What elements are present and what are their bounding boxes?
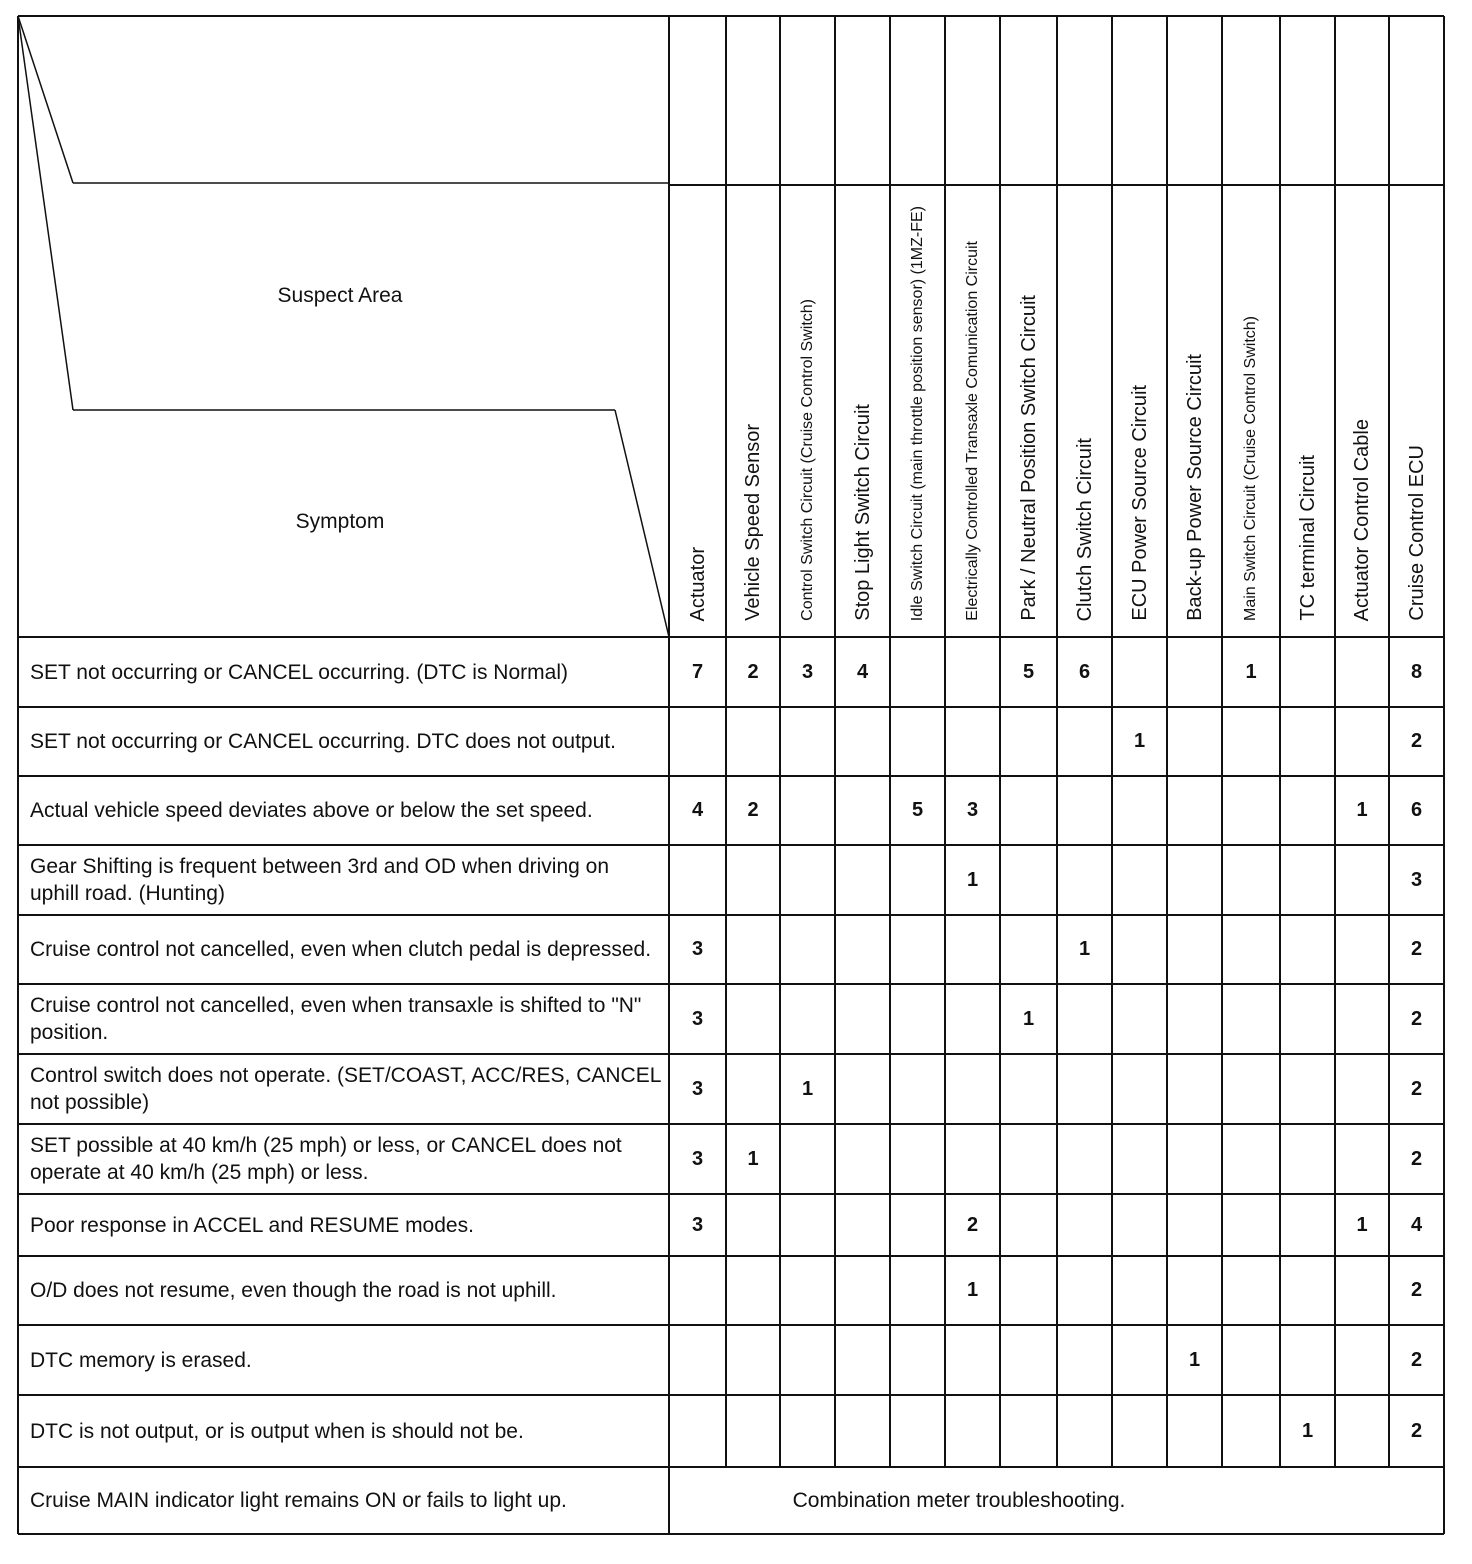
- column-header-label: Clutch Switch Circuit: [1073, 437, 1096, 621]
- priority-cell: [1167, 1256, 1222, 1325]
- priority-cell: 2: [1410, 1077, 1423, 1100]
- priority-cell: 2: [747, 660, 759, 683]
- symptom-cell: Gear Shifting is frequent between 3rd and OD when driving on uphill road. (Hunting): [30, 855, 610, 905]
- priority-cell: [1280, 707, 1335, 776]
- priority-cell: [1280, 845, 1335, 915]
- priority-cell: [1335, 707, 1389, 776]
- column-header: [1335, 185, 1389, 635]
- column-header-label: Control Switch Circuit (Cruise Control Switch): [798, 299, 816, 621]
- priority-cell: 2: [966, 1213, 979, 1236]
- priority-cell: [890, 1256, 945, 1325]
- priority-cell: [1335, 1256, 1389, 1325]
- column-header: [1222, 185, 1280, 635]
- column-header: [1000, 185, 1057, 635]
- priority-cell: [1222, 915, 1280, 984]
- priority-cell: [726, 1325, 780, 1395]
- grid-line: [615, 410, 669, 637]
- priority-cell: 1: [1078, 938, 1091, 960]
- priority-cell: 7: [691, 660, 704, 683]
- column-header-label: Park / Neutral Position Switch Circuit: [1017, 295, 1040, 621]
- column-header: [1389, 185, 1444, 635]
- column-header: [1112, 185, 1167, 635]
- priority-cell: [726, 915, 780, 984]
- priority-cell: [1335, 1325, 1389, 1395]
- symptom-cell: SET not occurring or CANCEL occurring. DTC does not output.: [30, 730, 616, 753]
- column-header-label: Stop Light Switch Circuit: [851, 404, 874, 621]
- priority-cell: [890, 915, 945, 984]
- column-header-label: Main Switch Circuit (Cruise Control Switch): [1242, 316, 1259, 621]
- priority-cell: [1167, 1054, 1222, 1124]
- priority-cell: 5: [911, 799, 924, 821]
- column-header-label: Electrically Controlled Transaxle Comunication Circuit: [963, 241, 981, 621]
- priority-cell: [1335, 915, 1389, 984]
- column-header: [1280, 185, 1335, 635]
- priority-cell: [890, 1395, 945, 1467]
- symptom-cell: Control switch does not operate. (SET/COAST, ACC/RES, CANCEL not possible): [30, 1064, 661, 1114]
- priority-cell: [1112, 1256, 1167, 1325]
- priority-cell: [780, 1325, 835, 1395]
- priority-cell: 5: [1022, 660, 1035, 683]
- priority-cell: [1000, 776, 1057, 845]
- priority-cell: [1280, 915, 1335, 984]
- column-header: [835, 185, 890, 635]
- priority-cell: 2: [1410, 1348, 1423, 1371]
- priority-cell: [1167, 984, 1222, 1054]
- priority-cell: 3: [966, 799, 979, 821]
- priority-cell: 1: [1356, 1213, 1368, 1236]
- priority-cell: [780, 1194, 835, 1256]
- priority-cell: [945, 984, 1000, 1054]
- priority-cell: [1112, 984, 1167, 1054]
- priority-cell: [1000, 915, 1057, 984]
- priority-cell: [1000, 1054, 1057, 1124]
- column-header-label: Vehicle Speed Sensor: [742, 424, 764, 621]
- column-header-label: Cruise Control ECU: [1405, 445, 1428, 621]
- priority-cell: [780, 915, 835, 984]
- priority-cell: 2: [747, 799, 759, 821]
- priority-cell: [780, 1124, 835, 1194]
- priority-cell: [1057, 984, 1112, 1054]
- priority-cell: 1: [1301, 1419, 1314, 1442]
- priority-cell: 2: [1410, 1147, 1423, 1170]
- priority-cell: [1167, 707, 1222, 776]
- priority-cell: [1057, 1395, 1112, 1467]
- priority-cell: 2: [1410, 938, 1423, 960]
- priority-cell: [726, 1194, 780, 1256]
- priority-cell: 1: [1356, 799, 1368, 821]
- priority-cell: [835, 915, 890, 984]
- priority-cell: [945, 1124, 1000, 1194]
- priority-cell: [835, 845, 890, 915]
- priority-cell: [1057, 1194, 1112, 1256]
- priority-cell: [890, 1325, 945, 1395]
- column-header: [1167, 185, 1222, 635]
- priority-cell: [1112, 845, 1167, 915]
- priority-cell: [1167, 845, 1222, 915]
- priority-cell: [835, 1124, 890, 1194]
- priority-cell: [1222, 845, 1280, 915]
- priority-cell: [1000, 1325, 1057, 1395]
- priority-cell: [890, 1194, 945, 1256]
- priority-cell: [1222, 984, 1280, 1054]
- priority-cell: [945, 1054, 1000, 1124]
- priority-cell: [1112, 776, 1167, 845]
- priority-cell: [780, 707, 835, 776]
- priority-cell: [1222, 1256, 1280, 1325]
- priority-cell: [1335, 1124, 1389, 1194]
- priority-cell: [835, 776, 890, 845]
- priority-cell: [1057, 776, 1112, 845]
- column-header-label: Idle Switch Circuit (main throttle position sensor) (1MZ-FE): [908, 205, 926, 621]
- priority-cell: [669, 707, 726, 776]
- priority-cell: [726, 1256, 780, 1325]
- priority-cell: [835, 1194, 890, 1256]
- priority-cell: 4: [856, 660, 869, 683]
- priority-cell: [1057, 1325, 1112, 1395]
- priority-cell: 1: [966, 868, 979, 891]
- column-header-label: Actuator Control Cable: [1351, 418, 1373, 621]
- priority-cell: 1: [1133, 730, 1146, 752]
- priority-cell: [669, 845, 726, 915]
- priority-cell: [1280, 1256, 1335, 1325]
- symptom-cell: DTC memory is erased.: [30, 1348, 252, 1372]
- priority-cell: [1222, 707, 1280, 776]
- priority-cell: 3: [691, 938, 704, 960]
- priority-cell: 3: [691, 1213, 704, 1236]
- priority-cell: [726, 984, 780, 1054]
- priority-cell: [1112, 1325, 1167, 1395]
- column-header-label: ECU Power Source Circuit: [1128, 385, 1151, 621]
- priority-cell: [1000, 845, 1057, 915]
- suspect-area-label: Suspect Area: [277, 284, 403, 307]
- symptom-cell: SET possible at 40 km/h (25 mph) or less, or CANCEL does not operate at 40 km/h (25 mph) or less.: [30, 1134, 622, 1184]
- priority-cell: [835, 707, 890, 776]
- priority-cell: [780, 845, 835, 915]
- priority-cell: [1280, 637, 1335, 707]
- grid-line: [18, 16, 73, 410]
- priority-cell: [726, 1395, 780, 1467]
- priority-cell: [1057, 1124, 1112, 1194]
- priority-cell: 3: [1410, 868, 1423, 891]
- priority-cell: [835, 1054, 890, 1124]
- column-header-label: TC terminal Circuit: [1296, 455, 1319, 621]
- priority-cell: 6: [1078, 660, 1091, 683]
- priority-cell: [1000, 1124, 1057, 1194]
- symptom-cell: Poor response in ACCEL and RESUME modes.: [30, 1213, 474, 1237]
- priority-cell: [1112, 1194, 1167, 1256]
- column-header: [726, 185, 780, 635]
- priority-cell: [1112, 1395, 1167, 1467]
- priority-cell: 3: [691, 1077, 704, 1100]
- symptom-cell: O/D does not resume, even though the road is not uphill.: [30, 1279, 557, 1302]
- priority-cell: [945, 1325, 1000, 1395]
- priority-cell: [780, 984, 835, 1054]
- priority-cell: 2: [1410, 1007, 1423, 1030]
- priority-cell: [1280, 984, 1335, 1054]
- priority-cell: [1057, 845, 1112, 915]
- symptom-cell-last: Cruise MAIN indicator light remains ON or fails to light up.: [30, 1489, 567, 1512]
- priority-cell: [669, 1395, 726, 1467]
- priority-cell: [1000, 1256, 1057, 1325]
- priority-cell: [890, 1124, 945, 1194]
- column-header: [780, 185, 835, 635]
- priority-cell: [1335, 845, 1389, 915]
- symptom-cell: DTC is not output, or is output when is should not be.: [30, 1419, 524, 1443]
- priority-cell: [1222, 1194, 1280, 1256]
- priority-cell: [1222, 1325, 1280, 1395]
- priority-cell: [1335, 637, 1389, 707]
- priority-cell: 2: [1410, 1419, 1423, 1442]
- priority-cell: [1167, 637, 1222, 707]
- priority-cell: [780, 776, 835, 845]
- symptom-cell: Actual vehicle speed deviates above or below the set speed.: [30, 799, 593, 822]
- priority-cell: [1280, 1124, 1335, 1194]
- priority-cell: [890, 1054, 945, 1124]
- column-header: [945, 185, 1000, 635]
- priority-cell: 3: [691, 1147, 704, 1170]
- priority-cell: [1112, 915, 1167, 984]
- priority-cell: [1280, 1325, 1335, 1395]
- priority-cell: 1: [966, 1279, 979, 1301]
- priority-cell: [890, 707, 945, 776]
- priority-cell: 4: [691, 799, 704, 821]
- priority-cell: [890, 637, 945, 707]
- priority-cell: [1280, 1194, 1335, 1256]
- priority-cell: [669, 1325, 726, 1395]
- priority-cell: 2: [1410, 730, 1423, 752]
- priority-cell: [835, 984, 890, 1054]
- priority-cell: [1000, 707, 1057, 776]
- priority-cell: 1: [801, 1077, 814, 1100]
- priority-cell: [1335, 984, 1389, 1054]
- priority-cell: [780, 1256, 835, 1325]
- priority-cell: 4: [1410, 1213, 1423, 1236]
- priority-cell: 1: [1022, 1007, 1035, 1030]
- priority-cell: [945, 1395, 1000, 1467]
- priority-cell: [726, 1054, 780, 1124]
- priority-cell: [669, 1256, 726, 1325]
- priority-cell: [726, 707, 780, 776]
- column-header: [669, 185, 726, 635]
- priority-cell: [726, 845, 780, 915]
- grid-line: [18, 16, 73, 183]
- priority-cell: [1057, 1054, 1112, 1124]
- priority-cell: [835, 1395, 890, 1467]
- symptom-cell: Cruise control not cancelled, even when transaxle is shifted to "N" position.: [30, 994, 642, 1044]
- priority-cell: [1335, 1054, 1389, 1124]
- priority-cell: [890, 984, 945, 1054]
- priority-cell: [1222, 776, 1280, 845]
- priority-cell: [1167, 915, 1222, 984]
- priority-cell: [1167, 1395, 1222, 1467]
- priority-cell: [835, 1325, 890, 1395]
- priority-cell: 3: [691, 1007, 704, 1030]
- column-header-label: Actuator: [686, 546, 709, 621]
- priority-cell: [1335, 1395, 1389, 1467]
- priority-cell: [1280, 1054, 1335, 1124]
- symptom-cell: SET not occurring or CANCEL occurring. (DTC is Normal): [30, 660, 568, 684]
- priority-cell: [1167, 1124, 1222, 1194]
- priority-cell: [1112, 1124, 1167, 1194]
- priority-cell: [890, 845, 945, 915]
- priority-cell: [1112, 637, 1167, 707]
- priority-cell: [1000, 1395, 1057, 1467]
- priority-cell: [1222, 1124, 1280, 1194]
- symptom-label: Symptom: [295, 510, 385, 533]
- priority-cell: 8: [1410, 660, 1423, 683]
- priority-cell: [1167, 1194, 1222, 1256]
- priority-cell: 1: [747, 1147, 759, 1170]
- priority-cell: 3: [801, 660, 814, 683]
- symptom-cell: Cruise control not cancelled, even when clutch pedal is depressed.: [30, 938, 652, 961]
- priority-cell: [1057, 707, 1112, 776]
- column-header: [1057, 185, 1112, 635]
- priority-cell: [1112, 1054, 1167, 1124]
- priority-cell: [945, 915, 1000, 984]
- priority-cell: [1280, 776, 1335, 845]
- priority-cell: [945, 707, 1000, 776]
- priority-cell: 1: [1245, 660, 1257, 683]
- priority-cell: [1167, 776, 1222, 845]
- column-header-label: Back-up Power Source Circuit: [1183, 354, 1206, 621]
- combination-meter-note: Combination meter troubleshooting.: [792, 1488, 1126, 1512]
- priority-cell: [1222, 1054, 1280, 1124]
- priority-cell: [1057, 1256, 1112, 1325]
- priority-cell: [945, 637, 1000, 707]
- column-header: [890, 185, 945, 635]
- priority-cell: [1000, 1194, 1057, 1256]
- priority-cell: 1: [1188, 1348, 1201, 1371]
- priority-cell: 2: [1410, 1279, 1423, 1301]
- priority-cell: [1222, 1395, 1280, 1467]
- priority-cell: [780, 1395, 835, 1467]
- priority-cell: 6: [1410, 799, 1423, 821]
- priority-cell: [835, 1256, 890, 1325]
